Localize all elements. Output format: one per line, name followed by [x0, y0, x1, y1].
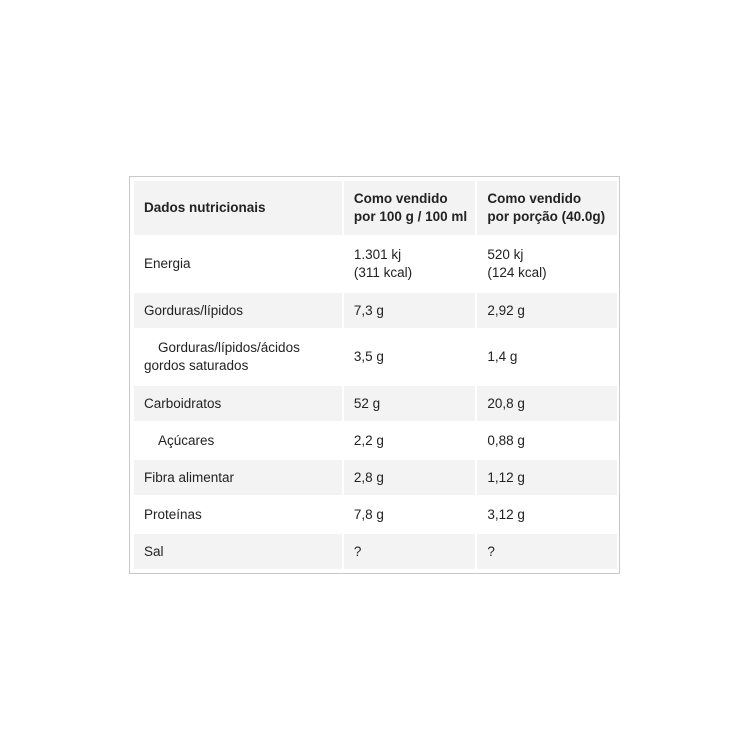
- cell-fat-portion: 2,92 g: [477, 293, 617, 328]
- table-row: [134, 386, 617, 421]
- cell-fat-per100: 7,3 g: [344, 293, 476, 328]
- energy-portion-kcal: (124 kcal): [487, 265, 547, 280]
- cell-saturated-fat-per100: 3,5 g: [344, 330, 476, 384]
- nutrition-table-frame: [129, 176, 620, 574]
- sugars-label: Açúcares: [158, 432, 215, 448]
- energy-per100-kcal: (311 kcal): [353, 265, 413, 280]
- cell-sugars-portion: 0,88 g: [477, 423, 617, 458]
- energy-per100-kj: 1.301 kj: [353, 247, 402, 262]
- row-label-salt: Sal: [134, 534, 342, 569]
- table-row: [134, 423, 617, 458]
- table-row: [134, 293, 617, 328]
- cell-sugars-per100: 2,2 g: [344, 423, 476, 458]
- header-per-100g-line2: por 100 g / 100 ml: [353, 209, 468, 224]
- header-per-portion: [477, 181, 617, 235]
- cell-salt-per100: ?: [344, 534, 476, 569]
- table-row: [134, 237, 617, 291]
- header-per-portion-line1: Como vendido: [487, 191, 582, 206]
- saturated-fat-label-line2: gordos saturados: [144, 358, 249, 373]
- row-label-energy: Energia: [134, 237, 342, 291]
- row-label-fiber: Fibra alimentar: [134, 460, 342, 495]
- cell-carbs-portion: 20,8 g: [477, 386, 617, 421]
- table-header-row: [134, 181, 617, 235]
- header-per-portion-line2: por porção (40.0g): [487, 209, 606, 224]
- cell-fiber-portion: 1,12 g: [477, 460, 617, 495]
- cell-energy-per100: [344, 237, 476, 291]
- table-row: [134, 497, 617, 532]
- nutrition-table: [132, 179, 619, 571]
- cell-protein-per100: 7,8 g: [344, 497, 476, 532]
- header-per-100g-line1: Como vendido: [353, 191, 448, 206]
- saturated-fat-label-line1: Gorduras/lípidos/ácidos: [158, 340, 300, 355]
- row-label-protein: Proteínas: [134, 497, 342, 532]
- table-row: [134, 330, 617, 384]
- table-row: [134, 460, 617, 495]
- header-per-100g: [344, 181, 476, 235]
- cell-energy-portion: [477, 237, 617, 291]
- row-label-carbs: Carboidratos: [134, 386, 342, 421]
- row-label-sugars: [134, 423, 342, 458]
- cell-saturated-fat-portion: 1,4 g: [477, 330, 617, 384]
- energy-portion-kj: 520 kj: [487, 247, 524, 262]
- cell-salt-portion: ?: [477, 534, 617, 569]
- row-label-saturated-fat: [134, 330, 342, 384]
- header-nutrition-facts: Dados nutricionais: [134, 181, 342, 235]
- cell-carbs-per100: 52 g: [344, 386, 476, 421]
- table-row: [134, 534, 617, 569]
- cell-fiber-per100: 2,8 g: [344, 460, 476, 495]
- cell-protein-portion: 3,12 g: [477, 497, 617, 532]
- row-label-fat: Gorduras/lípidos: [134, 293, 342, 328]
